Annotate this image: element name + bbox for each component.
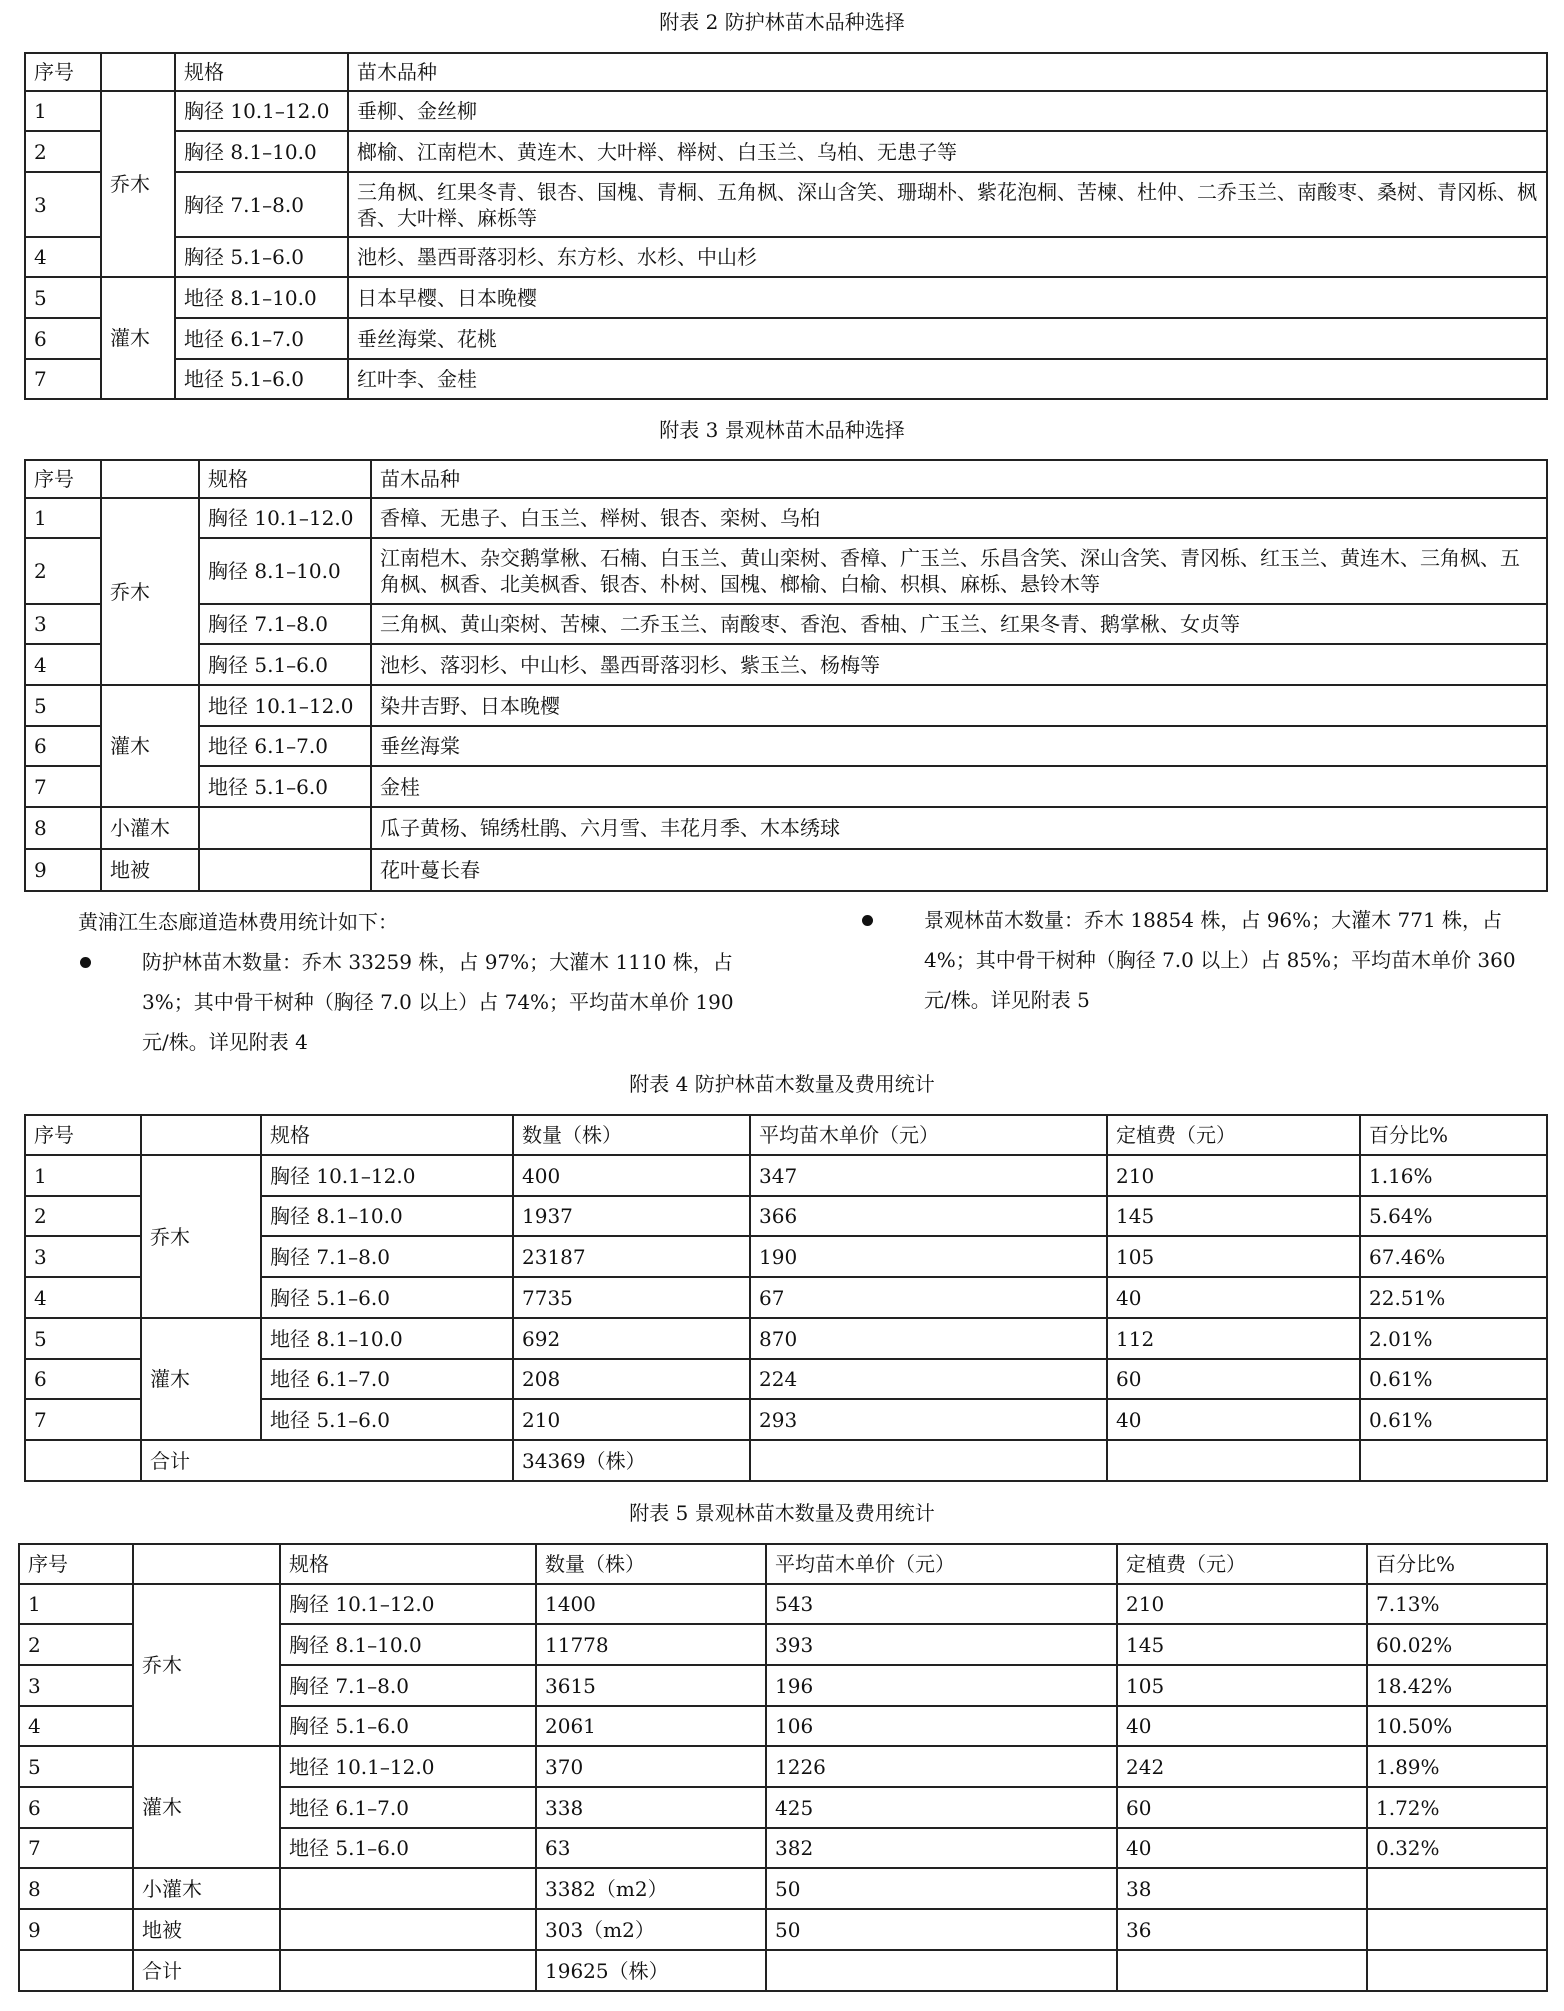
spec-cell: 胸径 5.1–6.0 [261,1277,513,1318]
fee-cell: 145 [1107,1196,1360,1236]
spec-cell [199,807,371,849]
qty-cell: 63 [536,1828,766,1868]
qty-cell: 7735 [513,1277,750,1318]
spec-cell [280,1868,536,1909]
row-number: 2 [25,1196,141,1236]
qty-cell: 23187 [513,1236,750,1277]
bullet-text-line: 元/株。详见附表 5 [924,988,1090,1012]
price-cell: 67 [750,1277,1107,1318]
empty-cell [25,1440,141,1481]
pct-cell [1367,1909,1547,1950]
spec-cell [199,849,371,891]
qty-cell: 208 [513,1359,750,1399]
row-number: 5 [19,1746,133,1787]
total-label: 合计 [141,1440,513,1481]
row-number: 8 [25,807,101,849]
col-header: 规格 [261,1115,513,1155]
pct-cell: 60.02% [1367,1624,1547,1665]
category-cell: 小灌木 [133,1868,280,1909]
table-header-row [25,460,1547,498]
bullet-text-line: 元/株。详见附表 4 [142,1030,308,1054]
total-row [19,1950,1547,1991]
species-cell: 垂柳、金丝柳 [348,91,1547,131]
species-cell: 三角枫、黄山栾树、苦楝、二乔玉兰、南酸枣、香泡、香柚、广玉兰、红果冬青、鹅掌楸、女贞等 [371,604,1547,644]
total-label: 合计 [133,1950,280,1991]
row-number: 4 [25,644,101,685]
table-row [25,172,1547,237]
category-cell: 灌木 [141,1318,261,1440]
pct-cell: 0.32% [1367,1828,1547,1868]
pct-cell: 10.50% [1367,1706,1547,1746]
row-number: 7 [25,1399,141,1440]
row-number: 1 [19,1584,133,1624]
table4-caption: 附表 4 防护林苗木数量及费用统计 [629,1072,935,1096]
col-header: 序号 [25,1115,141,1155]
qty-cell: 303（m2） [536,1909,766,1950]
row-number: 3 [19,1665,133,1706]
col-header: 百分比% [1360,1115,1547,1155]
fee-cell: 38 [1117,1868,1367,1909]
pct-cell: 5.64% [1360,1196,1547,1236]
species-cell: 香樟、无患子、白玉兰、榉树、银杏、栾树、乌桕 [371,498,1547,538]
row-number: 6 [19,1787,133,1828]
col-header [101,460,199,498]
qty-cell: 2061 [536,1706,766,1746]
spec-cell: 胸径 7.1–8.0 [199,604,371,644]
table-row [25,1155,1547,1196]
empty-cell [766,1950,1117,1991]
table5-caption: 附表 5 景观林苗木数量及费用统计 [629,1501,935,1525]
row-number: 4 [25,237,101,277]
species-cell: 榔榆、江南桤木、黄连木、大叶榉、榉树、白玉兰、乌柏、无患子等 [348,131,1547,172]
table2 [24,52,1548,400]
fee-cell: 105 [1117,1665,1367,1706]
spec-cell: 地径 10.1–12.0 [199,685,371,726]
pct-cell [1367,1868,1547,1909]
category-cell: 乔木 [133,1584,280,1746]
category-cell: 灌木 [101,685,199,807]
pct-cell: 67.46% [1360,1236,1547,1277]
price-cell: 196 [766,1665,1117,1706]
spec-cell: 地径 6.1–7.0 [261,1359,513,1399]
fee-cell: 242 [1117,1746,1367,1787]
table-row [25,685,1547,726]
species-cell: 花叶蔓长春 [371,849,1547,891]
empty-cell [1107,1440,1360,1481]
bullet-text-line: 景观林苗木数量：乔木 18854 株，占 96%；大灌木 771 株，占 [924,908,1503,932]
row-number: 1 [25,91,101,131]
spec-cell: 地径 8.1–10.0 [261,1318,513,1359]
spec-cell: 胸径 8.1–10.0 [261,1196,513,1236]
table-header-row [25,1115,1547,1155]
category-cell: 乔木 [101,498,199,685]
col-header: 定植费（元） [1107,1115,1360,1155]
price-cell: 190 [750,1236,1107,1277]
table-row [25,849,1547,891]
row-number: 4 [25,1277,141,1318]
species-cell: 江南桤木、杂交鹅掌楸、石楠、白玉兰、黄山栾树、香樟、广玉兰、乐昌含笑、深山含笑、青冈栎、红玉兰、黄连木、三角枫、五角枫、枫香、北美枫香、银杏、朴树、国槐、榔榆、白榆、枳椇、麻栎、悬铃木等 [371,538,1547,604]
fee-cell: 60 [1107,1359,1360,1399]
row-number: 9 [25,849,101,891]
price-cell: 366 [750,1196,1107,1236]
row-number: 2 [19,1624,133,1665]
spec-cell: 胸径 8.1–10.0 [280,1624,536,1665]
price-cell: 382 [766,1828,1117,1868]
category-cell: 小灌木 [101,807,199,849]
price-cell: 50 [766,1909,1117,1950]
bullet-icon [862,915,873,926]
row-number: 7 [25,766,101,807]
table-row [25,131,1547,172]
table-row [25,277,1547,318]
fee-cell: 210 [1107,1155,1360,1196]
price-cell: 347 [750,1155,1107,1196]
row-number: 6 [25,726,101,766]
row-number: 1 [25,1155,141,1196]
table-row [19,1584,1547,1624]
fee-cell: 210 [1117,1584,1367,1624]
table-row [25,318,1547,359]
spec-cell: 地径 5.1–6.0 [280,1828,536,1868]
row-number: 3 [25,1236,141,1277]
col-header: 定植费（元） [1117,1544,1367,1584]
qty-cell: 400 [513,1155,750,1196]
total-qty: 34369（株） [513,1440,750,1481]
qty-cell: 3615 [536,1665,766,1706]
row-number: 8 [19,1868,133,1909]
species-cell: 瓜子黄杨、锦绣杜鹃、六月雪、丰花月季、木本绣球 [371,807,1547,849]
spec-cell: 地径 5.1–6.0 [199,766,371,807]
spec-cell: 地径 6.1–7.0 [280,1787,536,1828]
spec-cell: 胸径 7.1–8.0 [280,1665,536,1706]
spec-cell: 地径 8.1–10.0 [175,277,348,318]
empty-cell [1360,1440,1547,1481]
col-header: 数量（株） [536,1544,766,1584]
col-header: 苗木品种 [371,460,1547,498]
fee-cell: 40 [1117,1706,1367,1746]
species-cell: 染井吉野、日本晚樱 [371,685,1547,726]
spec-cell: 胸径 10.1–12.0 [280,1584,536,1624]
qty-cell: 1400 [536,1584,766,1624]
table4 [24,1114,1548,1482]
category-cell: 乔木 [141,1155,261,1318]
fee-cell: 40 [1107,1277,1360,1318]
col-header: 序号 [25,460,101,498]
pct-cell: 0.61% [1360,1399,1547,1440]
row-number: 7 [25,359,101,399]
pct-cell: 1.72% [1367,1787,1547,1828]
col-header: 苗木品种 [348,53,1547,91]
fee-cell: 60 [1117,1787,1367,1828]
species-cell: 金桂 [371,766,1547,807]
spec-cell: 地径 6.1–7.0 [199,726,371,766]
table-row [25,538,1547,604]
category-cell: 乔木 [101,91,175,277]
species-cell: 池杉、落羽杉、中山杉、墨西哥落羽杉、紫玉兰、杨梅等 [371,644,1547,685]
empty-cell [1117,1950,1367,1991]
species-cell: 垂丝海棠、花桃 [348,318,1547,359]
category-cell: 地被 [101,849,199,891]
table-row [19,1909,1547,1950]
spec-cell: 胸径 10.1–12.0 [199,498,371,538]
species-cell: 红叶李、金桂 [348,359,1547,399]
species-cell: 垂丝海棠 [371,726,1547,766]
row-number: 6 [25,318,101,359]
col-header: 序号 [19,1544,133,1584]
table-row [25,1318,1547,1359]
category-cell: 灌木 [133,1746,280,1868]
row-number: 6 [25,1359,141,1399]
row-number: 3 [25,604,101,644]
spec-cell: 地径 10.1–12.0 [280,1746,536,1787]
fee-cell: 36 [1117,1909,1367,1950]
fee-cell: 112 [1107,1318,1360,1359]
spec-cell: 地径 5.1–6.0 [175,359,348,399]
table-header-row [19,1544,1547,1584]
col-header: 规格 [280,1544,536,1584]
spec-cell: 胸径 5.1–6.0 [280,1706,536,1746]
col-header: 序号 [25,53,101,91]
table-row [25,237,1547,277]
pct-cell: 2.01% [1360,1318,1547,1359]
empty-cell [280,1950,536,1991]
row-number: 2 [25,538,101,604]
category-cell: 灌木 [101,277,175,399]
qty-cell: 3382（m2） [536,1868,766,1909]
fee-cell: 145 [1117,1624,1367,1665]
pct-cell: 7.13% [1367,1584,1547,1624]
row-number: 5 [25,277,101,318]
spec-cell: 胸径 10.1–12.0 [175,91,348,131]
table-row [25,807,1547,849]
total-row [25,1440,1547,1481]
row-number: 2 [25,131,101,172]
row-number: 1 [25,498,101,538]
col-header [133,1544,280,1584]
table-row [19,1868,1547,1909]
fee-cell: 40 [1107,1399,1360,1440]
pct-cell: 22.51% [1360,1277,1547,1318]
empty-cell [750,1440,1107,1481]
table5 [18,1543,1548,1992]
species-cell: 日本早樱、日本晚樱 [348,277,1547,318]
price-cell: 870 [750,1318,1107,1359]
table-row [25,498,1547,538]
price-cell: 425 [766,1787,1117,1828]
spec-cell: 胸径 5.1–6.0 [199,644,371,685]
qty-cell: 11778 [536,1624,766,1665]
bullet-text-line: 3%；其中骨干树种（胸径 7.0 以上）占 74%；平均苗木单价 190 [142,990,734,1014]
pct-cell: 1.16% [1360,1155,1547,1196]
intro-text: 黄浦江生态廊道造林费用统计如下： [78,910,398,934]
spec-cell: 胸径 7.1–8.0 [175,172,348,237]
table-row [25,644,1547,685]
pct-cell: 1.89% [1367,1746,1547,1787]
pct-cell: 18.42% [1367,1665,1547,1706]
col-header: 平均苗木单价（元） [750,1115,1107,1155]
empty-cell [19,1950,133,1991]
col-header [141,1115,261,1155]
table-row [25,91,1547,131]
qty-cell: 692 [513,1318,750,1359]
row-number: 5 [25,685,101,726]
price-cell: 393 [766,1624,1117,1665]
price-cell: 224 [750,1359,1107,1399]
col-header: 平均苗木单价（元） [766,1544,1117,1584]
price-cell: 106 [766,1706,1117,1746]
table-row [19,1746,1547,1787]
fee-cell: 40 [1117,1828,1367,1868]
col-header [101,53,175,91]
row-number: 9 [19,1909,133,1950]
col-header: 数量（株） [513,1115,750,1155]
fee-cell: 105 [1107,1236,1360,1277]
species-cell: 池杉、墨西哥落羽杉、东方杉、水杉、中山杉 [348,237,1547,277]
qty-cell: 1937 [513,1196,750,1236]
table3 [24,459,1548,892]
table2-caption: 附表 2 防护林苗木品种选择 [659,10,905,34]
col-header: 百分比% [1367,1544,1547,1584]
table-row [25,359,1547,399]
bullet-text-line: 4%；其中骨干树种（胸径 7.0 以上）占 85%；平均苗木单价 360 [924,948,1516,972]
price-cell: 1226 [766,1746,1117,1787]
spec-cell: 胸径 8.1–10.0 [175,131,348,172]
col-header: 规格 [199,460,371,498]
spec-cell: 胸径 5.1–6.0 [175,237,348,277]
total-qty: 19625（株） [536,1950,766,1991]
table3-caption: 附表 3 景观林苗木品种选择 [659,418,905,442]
row-number: 4 [19,1706,133,1746]
pct-cell: 0.61% [1360,1359,1547,1399]
category-cell: 地被 [133,1909,280,1950]
bullet-icon [80,957,91,968]
table-row [25,766,1547,807]
species-cell: 三角枫、红果冬青、银杏、国槐、青桐、五角枫、深山含笑、珊瑚朴、紫花泡桐、苦楝、杜仲、二乔玉兰、南酸枣、桑树、青冈栎、枫香、大叶榉、麻栎等 [348,172,1547,237]
spec-cell: 胸径 7.1–8.0 [261,1236,513,1277]
row-number: 5 [25,1318,141,1359]
table-row [25,726,1547,766]
row-number: 7 [19,1828,133,1868]
spec-cell: 胸径 8.1–10.0 [199,538,371,604]
price-cell: 293 [750,1399,1107,1440]
empty-cell [1367,1950,1547,1991]
row-number: 3 [25,172,101,237]
price-cell: 543 [766,1584,1117,1624]
bullet-text-line: 防护林苗木数量：乔木 33259 株，占 97%；大灌木 1110 株，占 [142,950,733,974]
qty-cell: 370 [536,1746,766,1787]
table-header-row [25,53,1547,91]
qty-cell: 338 [536,1787,766,1828]
spec-cell: 地径 6.1–7.0 [175,318,348,359]
qty-cell: 210 [513,1399,750,1440]
table-row [25,604,1547,644]
col-header: 规格 [175,53,348,91]
spec-cell: 胸径 10.1–12.0 [261,1155,513,1196]
price-cell: 50 [766,1868,1117,1909]
spec-cell [280,1909,536,1950]
spec-cell: 地径 5.1–6.0 [261,1399,513,1440]
